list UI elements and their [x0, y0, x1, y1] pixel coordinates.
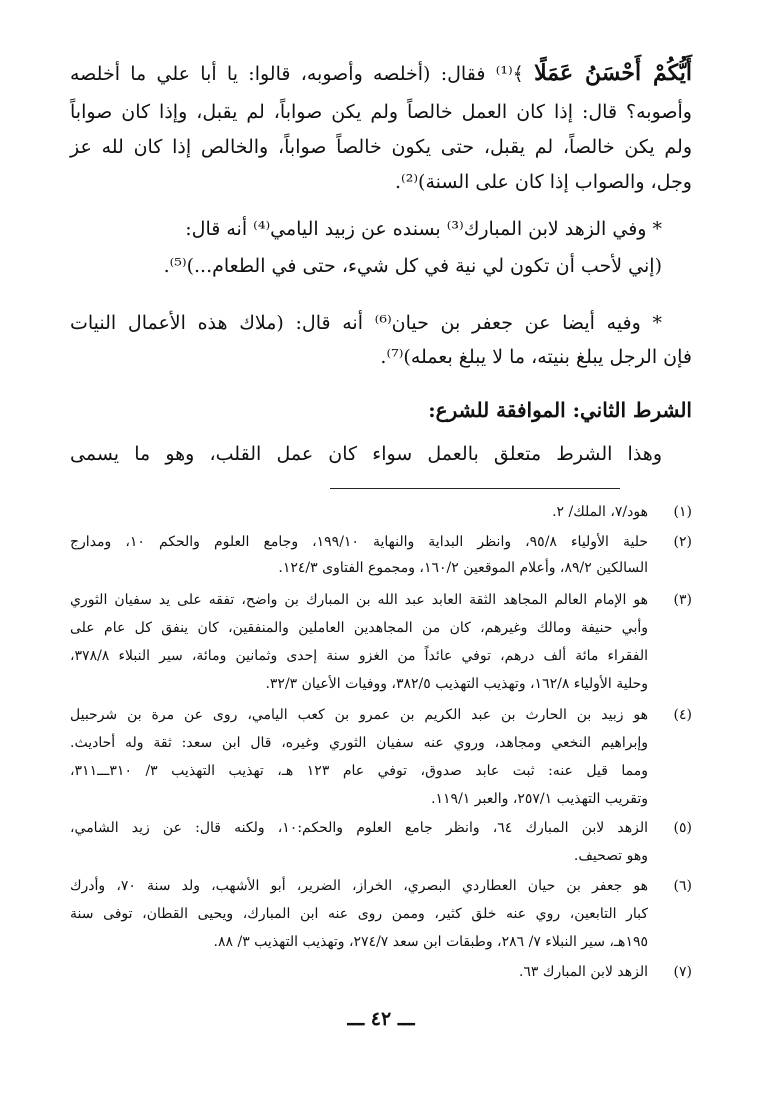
- footnote-line: هو جعفر بن حيان العطاردي البصري، الخراز، الضرير، أبو الأشهب، ولد سنة ٧٠، وأدرك: [70, 878, 648, 894]
- footnote-line: حلية الأولياء ٩٥/٨، وانظر البداية والنهاية ١٩٩/١٠، وجامع العلوم والحكم ١٠، ومدارج: [70, 534, 648, 550]
- paragraph1-line2: وأصوبه؟ قال: إذا كان العمل خالصاً ولم يكن صواباً، لم يقبل، وإذا كان صواباً: [70, 101, 692, 123]
- footnote-line: السالكين ٨٩/٢، وأعلام الموقعين ١٦٠/٢، ومجموع الفتاوى ١٢٤/٣.: [278, 560, 648, 576]
- footnote-line: هو الإمام العالم المجاهد الثقة العابد عبد الله بن المبارك بن واضح، تفقه على يد سفيان الثوري: [70, 592, 648, 608]
- footnote-line: وهو تصحيف.: [573, 848, 648, 864]
- paragraph1-line3: ولم يكن خالصاً، لم يقبل، حتى يكون خالصاً صواباً، والخالص إذا كان لله عز: [70, 136, 692, 158]
- footnote-line: وتقريب التهذيب ٢٥٧/١، والعبر ١١٩/١.: [431, 791, 648, 807]
- footnote-line: كبار التابعين، روي عنه خلق كثير، وممن روى عنه ابن المبارك، ويحيى القطان، توفى سنة: [70, 906, 648, 922]
- footnote-line: ومما قيل عنه: ثبت عابد صدوق، توفي عام ١٢٣ هـ، تهذيب التهذيب ٣/ ٣١٠ـــ٣١١،: [70, 763, 648, 779]
- footnote-divider: [330, 488, 620, 489]
- paragraph1-line1-text: ﴾⁽¹⁾ فقال: (أخلصه وأصوبه، قالوا: يا أبا علي ما أخلصه: [70, 63, 524, 85]
- footnote-line: الزهد لابن المبارك ٦٣.: [518, 964, 648, 980]
- paragraph3-line2: فإن الرجل يبلغ بنيته، ما لا يبلغ بعمله)⁽⁷⁾.: [380, 346, 692, 368]
- paragraph4-line: وهذا الشرط متعلق بالعمل سواء كان عمل القلب، وهو ما يسمى: [70, 443, 662, 465]
- paragraph1-line1: [70, 62, 692, 84]
- footnote-number: (٧): [673, 964, 692, 980]
- footnote-line: هود/٧، الملك/ ٢.: [552, 504, 648, 520]
- footnote-line: هو زبيد بن الحارث بن عبد الكريم بن عمرو بن كعب اليامي، روى عن مرة بن شرحبيل: [70, 707, 648, 723]
- page-number: ـــ ٤٢ ـــ: [347, 1008, 415, 1030]
- footnote-number: (١): [673, 504, 692, 520]
- paragraph3-line1: * وفيه أيضا عن جعفر بن حيان⁽⁶⁾ أنه قال: (ملاك هذه الأعمال النيات: [70, 312, 662, 334]
- footnote-line: الزهد لابن المبارك ٦٤، وانظر جامع العلوم والحكم:١٠، ولكنه قال: عن زيد الشامي،: [70, 820, 648, 836]
- paragraph2-line1: * وفي الزهد لابن المبارك⁽³⁾ بسنده عن زبيد اليامي⁽⁴⁾ أنه قال:: [185, 218, 662, 240]
- footnote-line: وأبي حنيفة ومالك وغيرهم، كان من المجاهدين العاملين والمنفقين، كان ينفق كل عام على: [70, 620, 648, 636]
- footnote-line: وحلية الأولياء ١٦٢/٨، وتهذيب التهذيب ٣٨٢/٥، ووفيات الأعيان ٣٢/٣.: [265, 676, 648, 692]
- footnote-number: (٥): [673, 820, 692, 836]
- paragraph2-line2: (إني لأحب أن تكون لي نية في كل شيء، حتى في الطعام...)⁽⁵⁾.: [163, 255, 662, 277]
- quran-verse: أَيُّكُمْ أَحْسَنُ عَمَلًا: [534, 60, 692, 86]
- footnote-number: (٣): [673, 592, 692, 608]
- footnote-number: (٤): [673, 707, 692, 723]
- paragraph1-line4: وجل، والصواب إذا كان على السنة)⁽²⁾.: [395, 171, 692, 193]
- section-heading: الشرط الثاني: الموافقة للشرع:: [428, 398, 692, 422]
- footnote-line: ١٩٥هـ، سير النبلاء ٧/ ٢٨٦، وطبقات ابن سعد ٢٧٤/٧، وتهذيب التهذيب ٣/ ٨٨.: [213, 934, 648, 950]
- footnote-line: وإبراهيم النخعي ومجاهد، وروي عنه سفيان الثوري وغيره، قال ابن سعد: ثقة وله أحاديث.: [70, 735, 648, 751]
- footnote-number: (٦): [673, 878, 692, 894]
- footnote-number: (٢): [673, 534, 692, 550]
- footnote-line: الفقراء مائة ألف درهم، توفي عائداً من الغزو سنة إحدى وثمانين ومائة، سير النبلاء ٣٧٨/٨،: [70, 648, 648, 664]
